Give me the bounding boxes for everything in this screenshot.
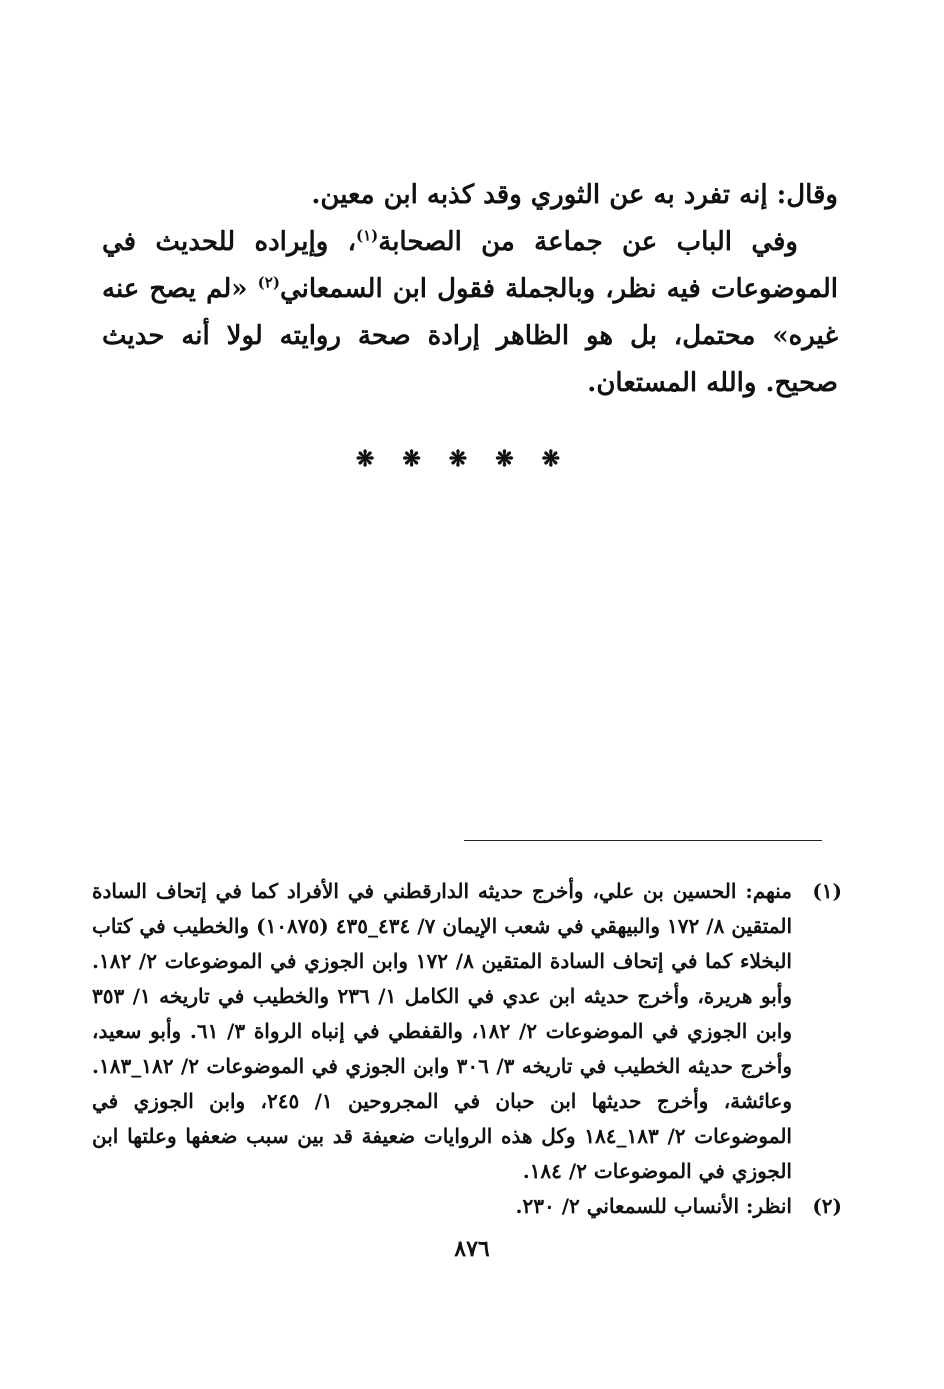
footnote-1 — [92, 874, 842, 1189]
footnote-1-text: منهم: الحسين بن علي، وأخرج حديثه الدارقطني في الأفراد كما في إتحاف السادة المتقين ٨/ ١٧٢ والبيهقي في شعب الإيمان ٧/ ٤٣٤_٤٣٥ (١٠٨٧٥) والخطيب في كتاب البخلاء كما في إتحاف السادة المتقين ٨/ ١٧٢ وابن الجوزي في الموضوعات ٢/ ١٨٢. وأبو هريرة، وأخرج حديثه ابن عدي في الكامل ١/ ٢٣٦ والخطيب في تاريخه ١/ ٣٥٣ وابن الجوزي في الموضوعات ٢/ ١٨٢، والقفطي في إنباه الرواة ٣/ ٦١. وأبو سعيد، وأخرج حديثه الخطيب في تاريخه ٣/ ٣٠٦ وابن الجوزي في الموضوعات ٢/ ١٨٢_١٨٣. وعائشة، وأخرج حديثها ابن حبان في المجروحين ١/ ٢٤٥، وابن الجوزي في الموضوعات ٢/ ١٨٣_١٨٤ وكل هذه الروايات ضعيفة قد بين سبب ضعفها وعلتها ابن الجوزي في الموضوعات ٢/ ١٨٤. — [92, 879, 792, 1183]
main-paragraph-1: وقال: إنه تفرد به عن الثوري وقد كذبه ابن معين. — [311, 180, 838, 210]
footnote-1-number: (١) — [812, 879, 842, 903]
footnote-2 — [92, 1189, 842, 1224]
footnote-2-text: انظر: الأنساب للسمعاني ٢/ ٢٣٠. — [515, 1194, 792, 1218]
page-number: ٨٧٦ — [454, 1236, 490, 1262]
footnote-2-number: (٢) — [812, 1194, 842, 1218]
footnotes — [92, 874, 842, 1224]
section-separator: ❋❋❋❋❋ — [355, 446, 589, 472]
main-paragraph-2 — [102, 219, 838, 407]
paragraph-2-part-c: «لم يصح عنه غيره» محتمل، بل هو الظاهر إرادة صحة روايته لولا أنه حديث صحيح. والله المستعان. — [102, 274, 838, 398]
footnote-ref-2: (٢) — [257, 273, 280, 292]
footnote-ref-1: (١) — [355, 226, 379, 245]
main-text — [102, 172, 838, 407]
paragraph-2-part-b: ، وإيراده للحديث في الموضوعات فيه نظر، وبالجملة فقول ابن السمعاني — [102, 227, 838, 304]
footnote-divider — [464, 840, 822, 841]
paragraph-2-part-a: وفي الباب عن جماعة من الصحابة — [378, 227, 798, 257]
